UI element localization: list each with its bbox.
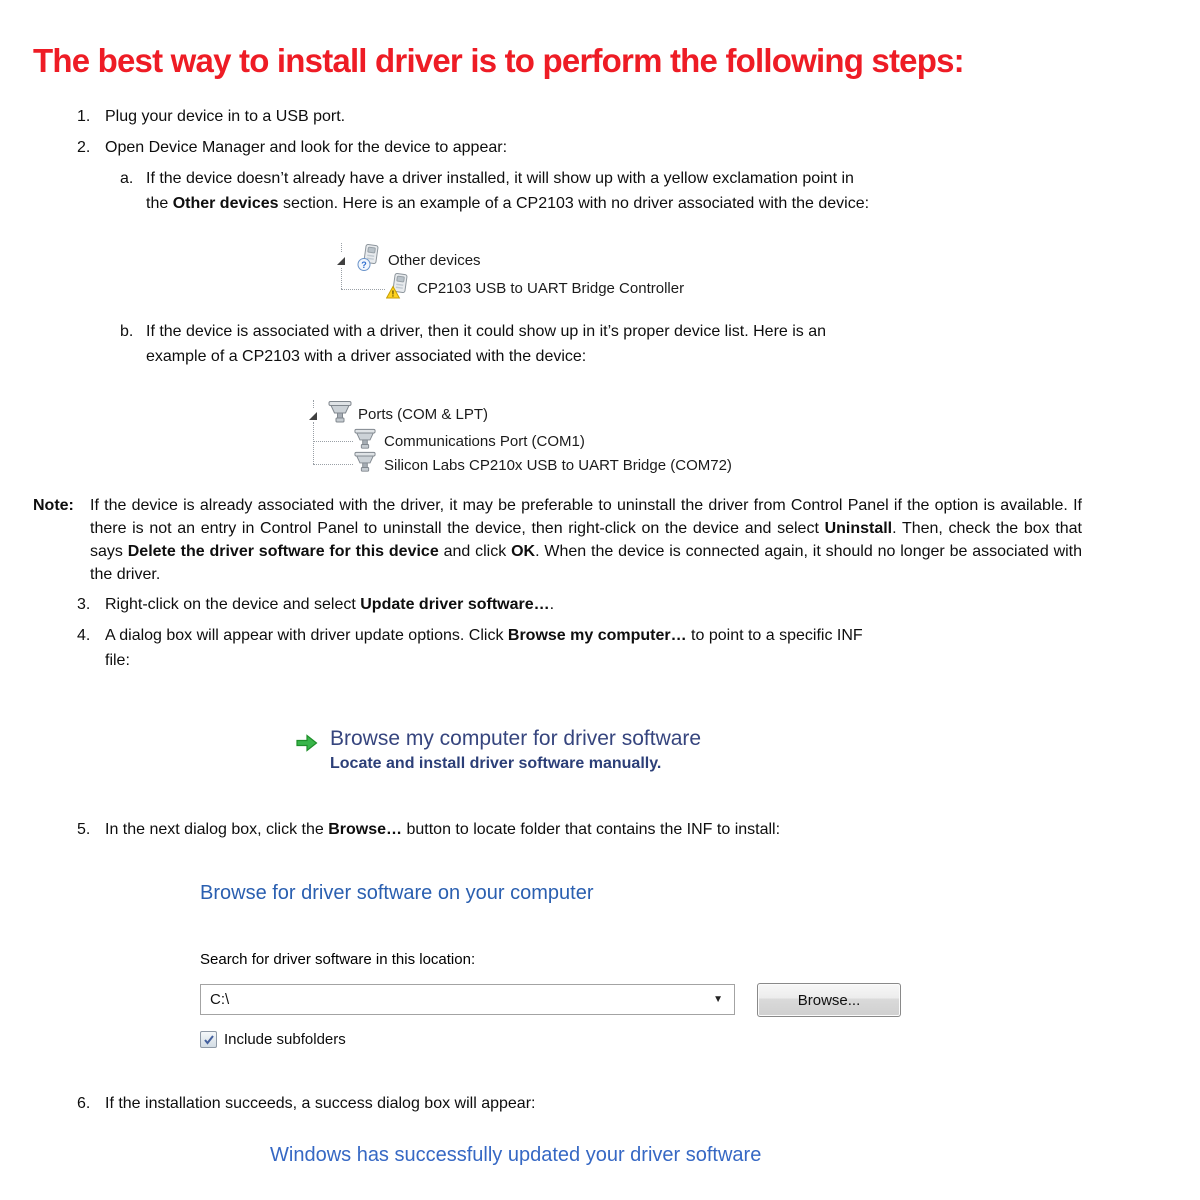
include-subfolders-label: Include subfolders bbox=[224, 1031, 346, 1048]
tree-item-other-devices[interactable]: Other devices bbox=[388, 252, 481, 269]
unknown-device-icon bbox=[357, 244, 383, 276]
tree-connector-line bbox=[313, 400, 314, 408]
wizard-option-title[interactable]: Browse my computer for driver software bbox=[330, 727, 702, 750]
step-6-number: 6. bbox=[77, 1095, 91, 1112]
step-2-number: 2. bbox=[77, 139, 91, 156]
location-value: C:\ bbox=[210, 991, 230, 1008]
step-4-text-line2: file: bbox=[105, 652, 130, 669]
tree-connector-line bbox=[341, 268, 342, 289]
serial-port-icon bbox=[353, 451, 377, 477]
warning-device-icon bbox=[386, 273, 412, 305]
note-label: Note: bbox=[33, 497, 74, 514]
serial-port-icon bbox=[327, 400, 353, 428]
step-2a bbox=[120, 166, 1146, 216]
step-4-number: 4. bbox=[77, 627, 91, 644]
step-2b bbox=[120, 319, 1146, 369]
tree-item-cp2103[interactable]: CP2103 USB to UART Bridge Controller bbox=[417, 280, 685, 297]
step-2 bbox=[77, 135, 1145, 160]
browse-button-label: Browse... bbox=[797, 991, 861, 1009]
step-3-text: Right-click on the device and select Update driver software…. bbox=[105, 596, 555, 613]
note-text: If the device is already associated with the driver, it may be preferable to uninstall the driver from Control Panel if the option is available. If there is not an entry in Control Panel to uninstall the device, then right-click on the device and select Uninstall. Then, check the box that says Delete the driver software for this device and click OK. When the device is connected again, it should no longer be associated with the driver. bbox=[90, 497, 1083, 583]
note-paragraph bbox=[33, 494, 1082, 586]
step-1-text: Plug your device in to a USB port. bbox=[105, 108, 346, 125]
step-2a-text-line1: If the device doesn’t already have a driver installed, it will show up with a yellow exclamation point in bbox=[146, 170, 854, 187]
dialog-heading: Browse for driver software on your computer bbox=[200, 882, 594, 904]
svg-text:?: ? bbox=[361, 260, 367, 270]
screenshot-other-devices-tree bbox=[335, 243, 785, 305]
tree-expander-icon[interactable] bbox=[336, 256, 346, 266]
step-1 bbox=[77, 104, 1145, 129]
success-message: Windows has successfully updated your driver software bbox=[270, 1144, 762, 1166]
page-title: The best way to install driver is to perform the following steps: bbox=[33, 42, 964, 79]
wizard-option-browse-computer[interactable] bbox=[295, 727, 701, 773]
tree-expander-icon[interactable] bbox=[308, 411, 318, 421]
wizard-option-subtitle: Locate and install driver software manually. bbox=[330, 755, 662, 772]
step-2a-letter: a. bbox=[120, 170, 134, 187]
location-combobox[interactable] bbox=[200, 984, 735, 1015]
tree-connector-line bbox=[341, 289, 385, 290]
tree-item-com1[interactable]: Communications Port (COM1) bbox=[384, 433, 585, 450]
browse-button[interactable] bbox=[757, 983, 901, 1017]
include-subfolders-row bbox=[200, 1031, 346, 1048]
dropdown-caret-icon[interactable]: ▼ bbox=[713, 994, 723, 1005]
tree-item-ports[interactable]: Ports (COM & LPT) bbox=[358, 406, 489, 423]
step-1-number: 1. bbox=[77, 108, 91, 125]
search-location-label: Search for driver software in this location: bbox=[200, 951, 476, 968]
green-arrow-icon bbox=[295, 733, 319, 758]
screenshot-ports-tree bbox=[305, 400, 805, 480]
step-5-text: In the next dialog box, click the Browse… button to locate folder that contains the INF to install: bbox=[105, 821, 781, 838]
step-6-text: If the installation succeeds, a success dialog box will appear: bbox=[105, 1095, 536, 1112]
step-5 bbox=[77, 817, 1145, 842]
step-3 bbox=[77, 592, 1145, 617]
tree-connector-line bbox=[313, 441, 353, 442]
step-2b-text-line2: example of a CP2103 with a driver associated with the device: bbox=[146, 348, 587, 365]
step-2b-text-line1: If the device is associated with a driver, then it could show up in it’s proper device list. Here is an bbox=[146, 323, 827, 340]
step-2-text: Open Device Manager and look for the device to appear: bbox=[105, 139, 508, 156]
step-5-number: 5. bbox=[77, 821, 91, 838]
tree-connector-line bbox=[313, 422, 314, 464]
step-4-text-line1: A dialog box will appear with driver update options. Click Browse my computer… to point to a specific INF bbox=[105, 627, 863, 644]
tree-connector-line bbox=[341, 243, 342, 252]
step-3-number: 3. bbox=[77, 596, 91, 613]
step-4 bbox=[77, 623, 1145, 673]
include-subfolders-checkbox[interactable] bbox=[200, 1031, 217, 1048]
step-2a-text-line2: the Other devices section. Here is an example of a CP2103 with no driver associated with the device: bbox=[146, 195, 870, 212]
step-2b-letter: b. bbox=[120, 323, 134, 340]
svg-text:!: ! bbox=[391, 289, 395, 299]
check-mark-icon bbox=[203, 1034, 215, 1046]
tree-item-com72[interactable]: Silicon Labs CP210x USB to UART Bridge (COM72) bbox=[384, 457, 732, 474]
tree-connector-line bbox=[313, 464, 353, 465]
step-6 bbox=[77, 1091, 1145, 1116]
